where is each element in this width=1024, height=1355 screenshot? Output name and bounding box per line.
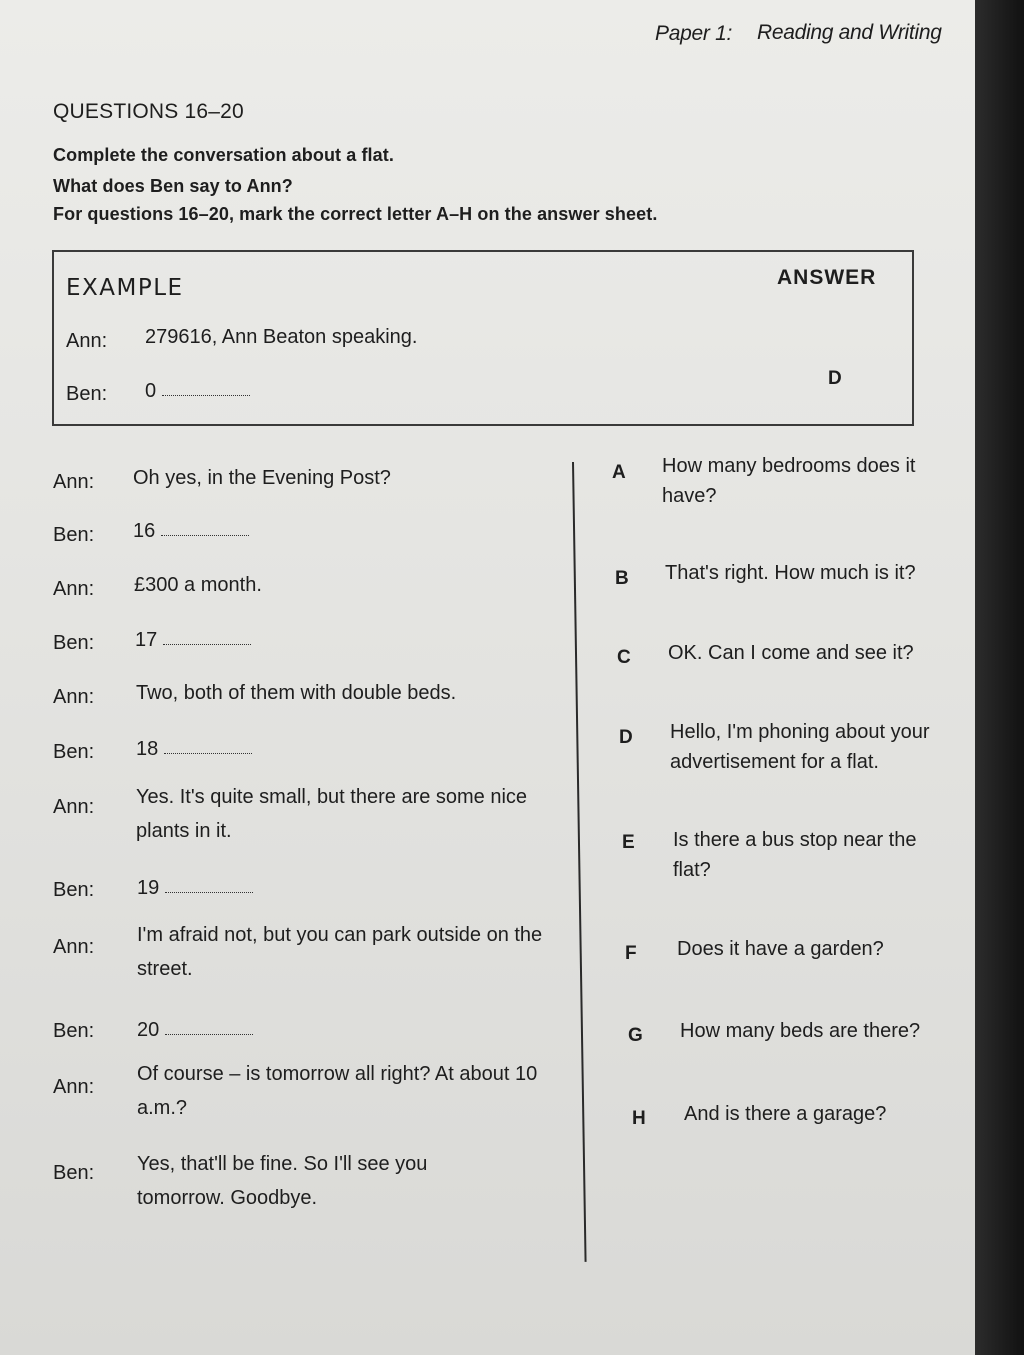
dialogue-line	[133, 514, 249, 548]
questions-title: QUESTIONS 16–20	[53, 100, 244, 123]
option-letter: D	[619, 727, 633, 748]
speaker-ann: Ann:	[53, 578, 95, 600]
option-text: That's right. How much is it?	[665, 562, 916, 584]
example-answer: D	[828, 368, 842, 389]
paper-number: Paper 1:	[655, 22, 732, 45]
answer-blank	[163, 644, 251, 645]
option-letter: H	[632, 1108, 646, 1129]
column-divider	[572, 462, 587, 1262]
instruction-3: For questions 16–20, mark the correct letter A–H on the answer sheet.	[53, 204, 658, 224]
speaker-ben: Ben:	[53, 741, 95, 763]
paper-section: Reading and Writing	[757, 21, 942, 44]
dialogue-line: Yes, that'll be fine. So I'll see you tomorrow. Goodbye.	[137, 1153, 428, 1209]
question-number: 18	[136, 738, 159, 760]
option-letter: C	[617, 647, 631, 668]
speaker-ben: Ben:	[53, 1020, 95, 1042]
question-number: 20	[137, 1019, 160, 1041]
answer-blank	[164, 753, 252, 754]
option-letter: B	[615, 568, 629, 589]
dialogue-line	[135, 623, 251, 657]
answer-blank	[161, 535, 249, 536]
dialogue-line: Two, both of them with double beds.	[136, 682, 457, 704]
page-edge-shadow	[975, 0, 1024, 1355]
speaker-ann: Ann:	[53, 796, 95, 818]
example-speaker-ann: Ann:	[66, 330, 108, 352]
dialogue-line: Of course – is tomorrow all right? At about 10 a.m.?	[137, 1063, 538, 1119]
example-speaker-ben: Ben:	[66, 383, 108, 405]
question-number: 19	[137, 877, 160, 899]
speaker-ann: Ann:	[53, 1076, 95, 1098]
question-number: 17	[135, 629, 158, 651]
option-text: OK. Can I come and see it?	[668, 642, 914, 664]
question-number: 16	[133, 520, 156, 542]
option-letter: F	[625, 943, 637, 964]
option-text: How many bedrooms does it have?	[662, 455, 916, 507]
speaker-ben: Ben:	[53, 632, 95, 654]
answer-blank	[162, 395, 250, 396]
option-text: Hello, I'm phoning about your advertisement for a flat.	[670, 721, 930, 773]
option-text: Is there a bus stop near the flat?	[673, 829, 917, 881]
option-letter: G	[628, 1025, 643, 1046]
answer-label: ANSWER	[777, 266, 877, 289]
dialogue-line: Oh yes, in the Evening Post?	[133, 467, 391, 489]
example-line-ann: 279616, Ann Beaton speaking.	[145, 326, 418, 348]
option-letter: A	[612, 462, 626, 483]
answer-blank	[165, 1034, 253, 1035]
speaker-ann: Ann:	[53, 936, 95, 958]
instruction-2: What does Ben say to Ann?	[53, 176, 293, 196]
dialogue-line: £300 a month.	[134, 574, 262, 596]
option-letter: E	[622, 832, 635, 853]
dialogue-line: Yes. It's quite small, but there are some nice plants in it.	[136, 786, 528, 842]
speaker-ann: Ann:	[53, 686, 95, 708]
dialogue-line	[137, 1013, 253, 1047]
example-number: 0	[145, 380, 157, 402]
option-text: How many beds are there?	[680, 1020, 921, 1042]
dialogue-line	[137, 871, 253, 905]
speaker-ben: Ben:	[53, 879, 95, 901]
instruction-1: Complete the conversation about a flat.	[53, 145, 394, 165]
answer-blank	[165, 892, 253, 893]
example-line-ben	[145, 374, 250, 408]
speaker-ben: Ben:	[53, 1162, 95, 1184]
speaker-ben: Ben:	[53, 524, 95, 546]
dialogue-line	[136, 732, 252, 766]
option-text: Does it have a garden?	[677, 938, 884, 960]
dialogue-line: I'm afraid not, but you can park outside on the street.	[137, 924, 543, 980]
speaker-ann: Ann:	[53, 471, 95, 493]
option-text: And is there a garage?	[684, 1103, 887, 1125]
example-title: EXAMPLE	[66, 275, 184, 301]
